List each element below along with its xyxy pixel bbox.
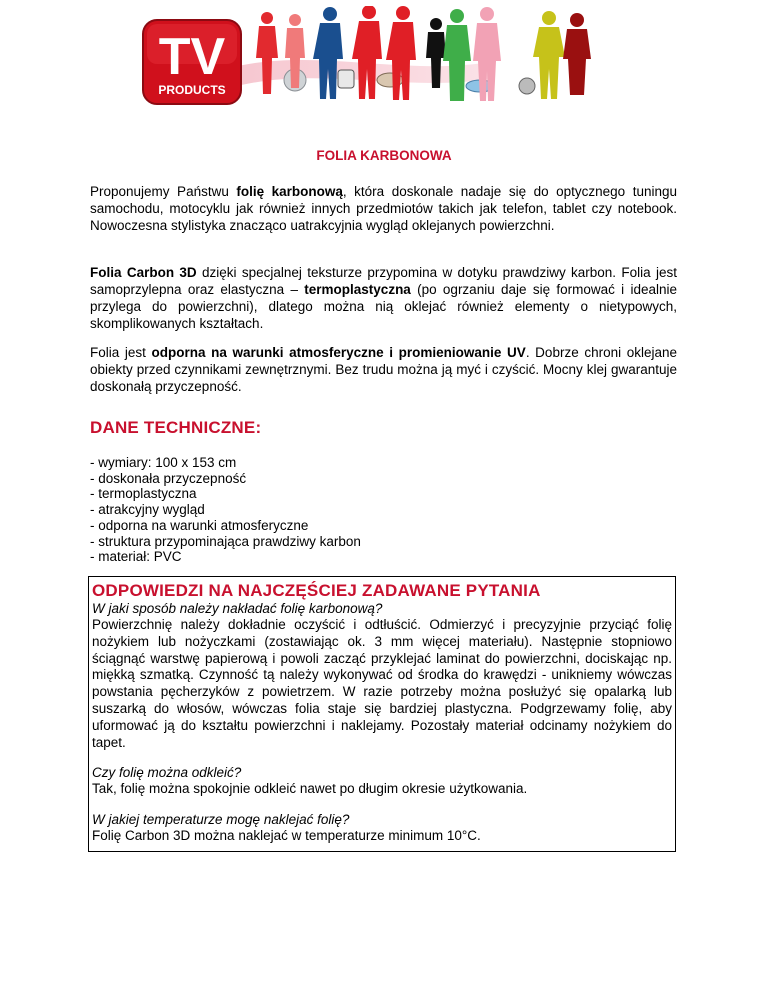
page-title: FOLIA KARBONOWA: [316, 148, 452, 163]
tv-products-logo: [143, 20, 241, 104]
banner-graphic: [135, 6, 605, 114]
spec-item: - termoplastyczna: [90, 486, 197, 502]
faq-item: [92, 601, 672, 751]
header-banner: [135, 6, 605, 114]
spec-item: - atrakcyjny wygląd: [90, 502, 205, 518]
logo-text: TV: [158, 28, 226, 86]
faq-item: [92, 765, 672, 798]
logo-subtext: PRODUCTS: [158, 83, 226, 97]
faq-question: Czy folię można odkleić?: [92, 765, 242, 781]
spec-item: - doskonała przyczepność: [90, 470, 247, 486]
text-run: . Dobrze chroni oklejane obiekty przed czynnikami zewnętrznymi. Bez trudu można ją myć i czyścić. Mocny klej gwarantuje doskonałą przyczepność.: [90, 345, 677, 394]
faq-question: W jaki sposób należy nakładać folię karbonową?: [92, 601, 383, 616]
faq-heading: ODPOWIEDZI NA NAJCZĘŚCIEJ ZADAWANE PYTANIA: [92, 581, 541, 600]
faq-answer: Tak, folię można spokojnie odkleić nawet po długim okresie użytkowania.: [92, 781, 528, 797]
people-silhouettes: [256, 6, 591, 101]
spec-item: - wymiary: 100 x 153 cm: [90, 455, 237, 470]
text-run: (po ogrzaniu daje się formować i idealnie przylega do powierzchni), dlatego można nią oklejać również elementy o nietypowych, skomplikowanych kształtach.: [90, 282, 678, 331]
spec-item: - struktura przypominająca prawdziwy karbon: [90, 533, 361, 549]
faq-box: [88, 576, 676, 852]
text-run: Folia jest: [90, 345, 152, 360]
tech-specs-list: [90, 455, 361, 565]
intro-paragraph-3: [90, 344, 677, 395]
spec-item: - materiał: PVC: [90, 549, 182, 565]
intro-paragraph-2: [90, 264, 677, 332]
text-run: Proponujemy Państwu: [90, 184, 237, 199]
tech-specs-heading: DANE TECHNICZNE:: [90, 418, 262, 437]
intro-paragraph-1: [90, 183, 677, 234]
bold-text: Folia Carbon 3D: [90, 265, 197, 280]
spec-item: - odporna na warunki atmosferyczne: [90, 517, 309, 533]
bold-text: folię karbonową: [236, 184, 343, 199]
faq-item: [92, 812, 672, 845]
faq-answer: Powierzchnię należy dokładnie oczyścić i odtłuścić. Odmierzyć i precyzyjnie przyciąć folię nożykiem lub nożyczkami (zostawiając ok. 3 mm więcej materiału). Następnie stopniowo ściągnąć warstwę papierową i powoli zacząć przyklejać laminat do powierzchni, dociskając np. miękką szmatką. Czynność tą należy wykonywać od środka do krawędzi - unikniemy wówczas powstania pęcherzyków z powietrzem. W razie potrzeby można posłużyć się opalarką lub suszarką do włosów, wówczas folia staje się bardziej plastyczna. Podgrzewamy folię, aby uformować ją do kształtu powierzchni i naklejamy. Pozostały materiał odcinamy nożykiem do tapet.: [92, 617, 672, 750]
faq-answer: Folię Carbon 3D można naklejać w temperaturze minimum 10°C.: [92, 828, 481, 844]
faq-question: W jakiej temperaturze mogę naklejać folię?: [92, 812, 350, 828]
bold-text: odporna na warunki atmosferyczne i promieniowanie UV: [151, 345, 526, 360]
bold-text: termoplastyczna: [304, 282, 411, 297]
text-run: , która doskonale nadaje się do optycznego tuningu samochodu, motocyklu jak również innych przedmiotów takich jak telefon, tablet czy notebook. Nowoczesna stylistyka znacząco uatrakcyjnia wygląd oklejanych powierzchni.: [90, 184, 677, 233]
text-run: dzięki specjalnej teksturze przypomina w dotyku prawdziwy karbon. Folia jest samoprzylepna oraz elastyczna –: [90, 265, 677, 297]
